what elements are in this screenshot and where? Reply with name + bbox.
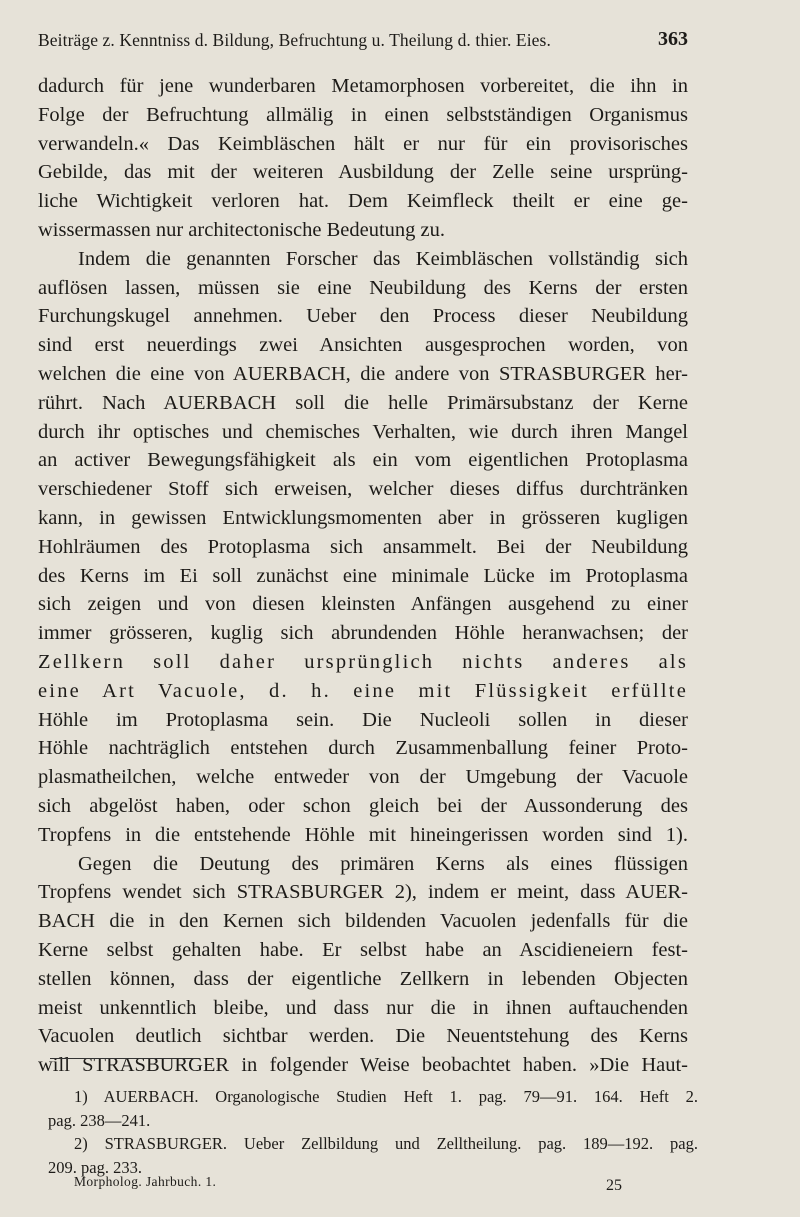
text-line: immer grösseren, kuglig sich abrundenden Höhle heranwachsen; der bbox=[38, 622, 688, 645]
text-line: Tropfens in die entstehende Höhle mit hineingerissen worden sind 1). bbox=[38, 823, 688, 846]
text-line: durch ihr optisches und chemisches Verhalten, wie durch ihren Mangel bbox=[38, 420, 688, 443]
running-title: Beiträge z. Kenntniss d. Bildung, Befruchtung u. Theilung d. thier. Eies. bbox=[38, 30, 551, 50]
text-line: kann, in gewissen Entwicklungsmomenten aber in grösseren kugligen bbox=[38, 506, 688, 529]
sheet-number: 25 bbox=[606, 1177, 622, 1194]
text-line: Gebilde, das mit der weiteren Ausbildung der Zelle seine ursprüng- bbox=[38, 161, 688, 184]
text-line: des Kerns im Ei soll zunächst eine minimale Lücke im Protoplasma bbox=[38, 564, 688, 587]
text-line: auflösen lassen, müssen sie eine Neubildung des Kerns der ersten bbox=[38, 276, 688, 299]
text-line: dadurch für jene wunderbaren Metamorphosen vorbereitet, die ihn in bbox=[38, 75, 688, 97]
text-line: sich zeigen und von diesen kleinsten Anfängen ausgehend zu einer bbox=[38, 593, 688, 616]
text-line: sind erst neuerdings zwei Ansichten ausgesprochen worden, von bbox=[38, 334, 688, 357]
text-line: Zellkern soll daher ursprünglich nichts anderes als bbox=[38, 650, 688, 673]
text-line: Hohlräumen des Protoplasma sich ansammelt. Bei der Neubildung bbox=[38, 535, 688, 558]
text-line: an activer Bewegungsfähigkeit als ein vom eigentlichen Protoplasma bbox=[38, 449, 688, 472]
text-line: Indem die genannten Forscher das Keimbläschen vollständig sich bbox=[78, 247, 688, 270]
text-line: BACH die in den Kernen sich bildenden Vacuolen jedenfalls für die bbox=[38, 910, 688, 933]
text-line: stellen können, dass der eigentliche Zellkern in lebenden Objecten bbox=[38, 967, 688, 990]
text-line: eine Art Vacuole, d. h. eine mit Flüssigkeit erfüllte bbox=[38, 679, 688, 702]
footnotes bbox=[48, 1085, 698, 1179]
text-line: Furchungskugel annehmen. Ueber den Process dieser Neubildung bbox=[38, 305, 688, 328]
text-line: Höhle im Protoplasma sein. Die Nucleoli sollen in dieser bbox=[38, 708, 688, 731]
text-line: verwandeln.« Das Keimbläschen hält er nur für ein provisorisches bbox=[38, 132, 688, 155]
text-line: Tropfens wendet sich STRASBURGER 2), indem er meint, dass AUER- bbox=[38, 881, 688, 904]
text-line: plasmatheilchen, welche entweder von der Umgebung der Vacuole bbox=[38, 766, 688, 789]
text-line: Folge der Befruchtung allmälig in einen selbstständigen Organismus bbox=[38, 103, 688, 126]
footnote-line: 1) AUERBACH. Organologische Studien Heft 1. pag. 79—91. 164. Heft 2. bbox=[74, 1087, 698, 1106]
text-line: wissermassen nur architectonische Bedeutung zu. bbox=[38, 218, 446, 241]
text-line: Vacuolen deutlich sichtbar werden. Die Neuentstehung des Kerns bbox=[38, 1025, 688, 1048]
text-line: Kerne selbst gehalten habe. Er selbst habe an Ascidieneiern fest- bbox=[38, 938, 688, 961]
footnote-line: 2) STRASBURGER. Ueber Zellbildung und Zelltheilung. pag. 189—192. pag. bbox=[74, 1134, 698, 1153]
text-line: Gegen die Deutung des primären Kerns als eines flüssigen bbox=[78, 852, 688, 875]
body-text bbox=[38, 72, 688, 1080]
text-line: meist unkenntlich bleibe, und dass nur die in ihnen auftauchenden bbox=[38, 996, 688, 1019]
footnote-line: pag. 238—241. bbox=[48, 1110, 151, 1130]
text-line: welchen die eine von AUERBACH, die andere von STRASBURGER her- bbox=[38, 362, 688, 385]
text-line: Höhle nachträglich entstehen durch Zusammenballung feiner Proto- bbox=[38, 737, 688, 760]
page-number: 363 bbox=[658, 28, 688, 50]
text-line: sich abgelöst haben, oder schon gleich bei der Aussonderung des bbox=[38, 794, 688, 817]
printer-signature: Morpholog. Jahrbuch. 1. bbox=[74, 1174, 217, 1189]
footnote-line: 209. pag. 233. bbox=[48, 1157, 142, 1177]
footnote-divider bbox=[50, 1058, 200, 1059]
text-line: verschiedener Stoff sich erweisen, welcher dieses diffus durchtränken bbox=[38, 478, 688, 501]
text-line: rührt. Nach AUERBACH soll die helle Primärsubstanz der Kerne bbox=[38, 391, 688, 414]
text-line: will STRASBURGER in folgender Weise beobachtet haben. »Die Haut- bbox=[38, 1054, 688, 1077]
text-line: liche Wichtigkeit verloren hat. Dem Keimfleck theilt er eine ge- bbox=[38, 190, 688, 213]
